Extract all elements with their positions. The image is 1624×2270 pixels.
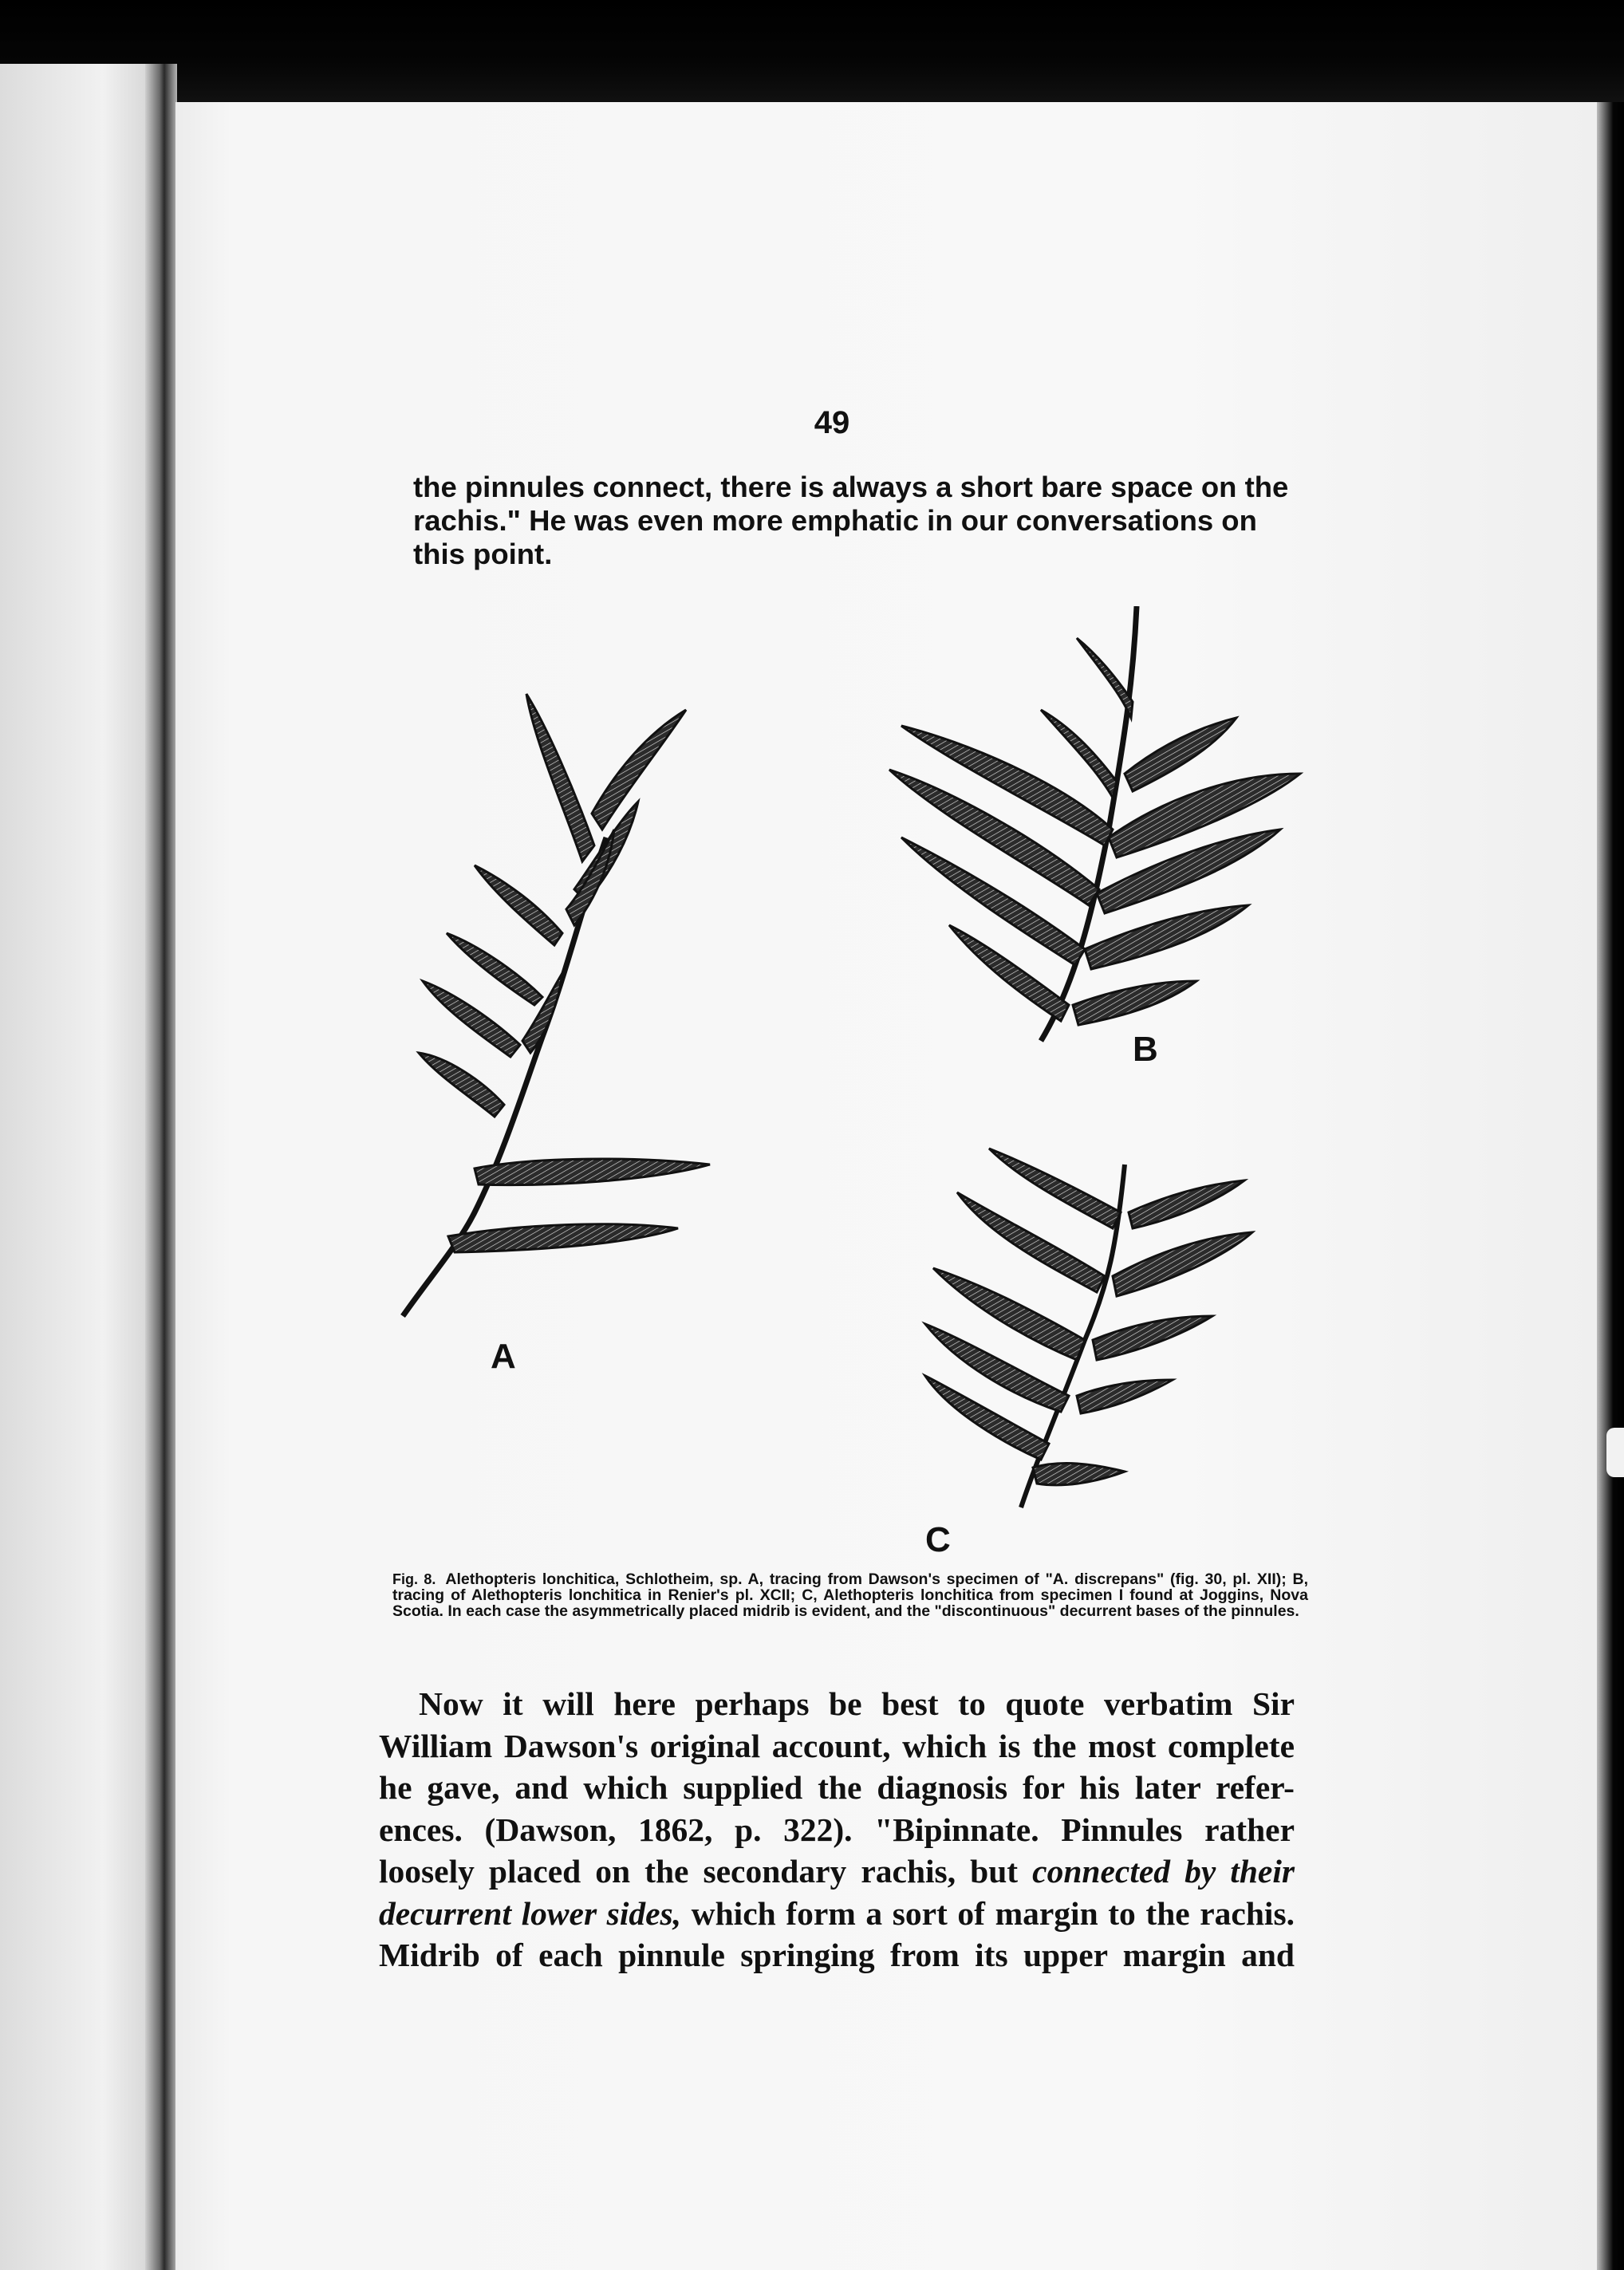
page-number: 49 [814,405,850,440]
text-run: loosely placed on the secondary rachis, but [379,1853,1033,1890]
figure-number: Fig. 8. [392,1571,436,1587]
label-a: A [491,1337,516,1376]
scan-top-shadow [0,0,1624,104]
caption-text: Alethopteris lonchitica, Schlotheim, sp. A, tracing from Dawson's specimen of "A. discrepans" (fig. 30, pl. XII); B, tracing of Alethopteris lonchitica in Renier's pl. XCII; C, Alethopteris lonchitica from specimen I found at Joggins, Nova Scotia. In each case the asymmetrically placed midrib is evident, and the "discontinuous" decurrent bases of the pinnules. [392,1570,1308,1620]
text-line: Midrib of each pinnule springing from its upper margin and [379,1937,1295,1973]
book-gutter [145,64,177,2270]
text-line: he gave, and which supplied the diagnosis for his later refer- [379,1769,1295,1806]
body-paragraph [379,1683,1295,1976]
specimen-c-tracing [925,1149,1252,1559]
text-line: this point. [413,538,553,570]
text-run: which form a sort of margin to the rachis. [681,1894,1295,1932]
specimen-a-tracing [403,694,710,1376]
text-line: the pinnules connect, there is always a short bare space on the [413,471,1289,503]
text-line: rachis." He was even more emphatic in our conversations on [413,504,1257,537]
fern-tracings [375,606,1356,1563]
italic-run: connected by their [1032,1853,1295,1890]
top-paragraph [413,471,1326,571]
page-edge-mark [1606,1428,1624,1477]
text-line: William Dawson's original account, which is the most complete [379,1727,1295,1764]
text-line: ences. (Dawson, 1862, p. 322). "Bipinnate. Pinnules rather [379,1811,1295,1848]
label-c: C [925,1520,951,1559]
fern-figure [375,606,1356,1563]
label-b: B [1133,1030,1158,1069]
text-line [379,1893,1295,1935]
italic-run: decurrent lower sides, [379,1894,682,1932]
text-line: Now it will here perhaps be best to quote verbatim Sir [419,1685,1295,1722]
figure-caption [392,1571,1308,1619]
text-line [379,1850,1295,1893]
specimen-b-tracing [889,606,1300,1069]
